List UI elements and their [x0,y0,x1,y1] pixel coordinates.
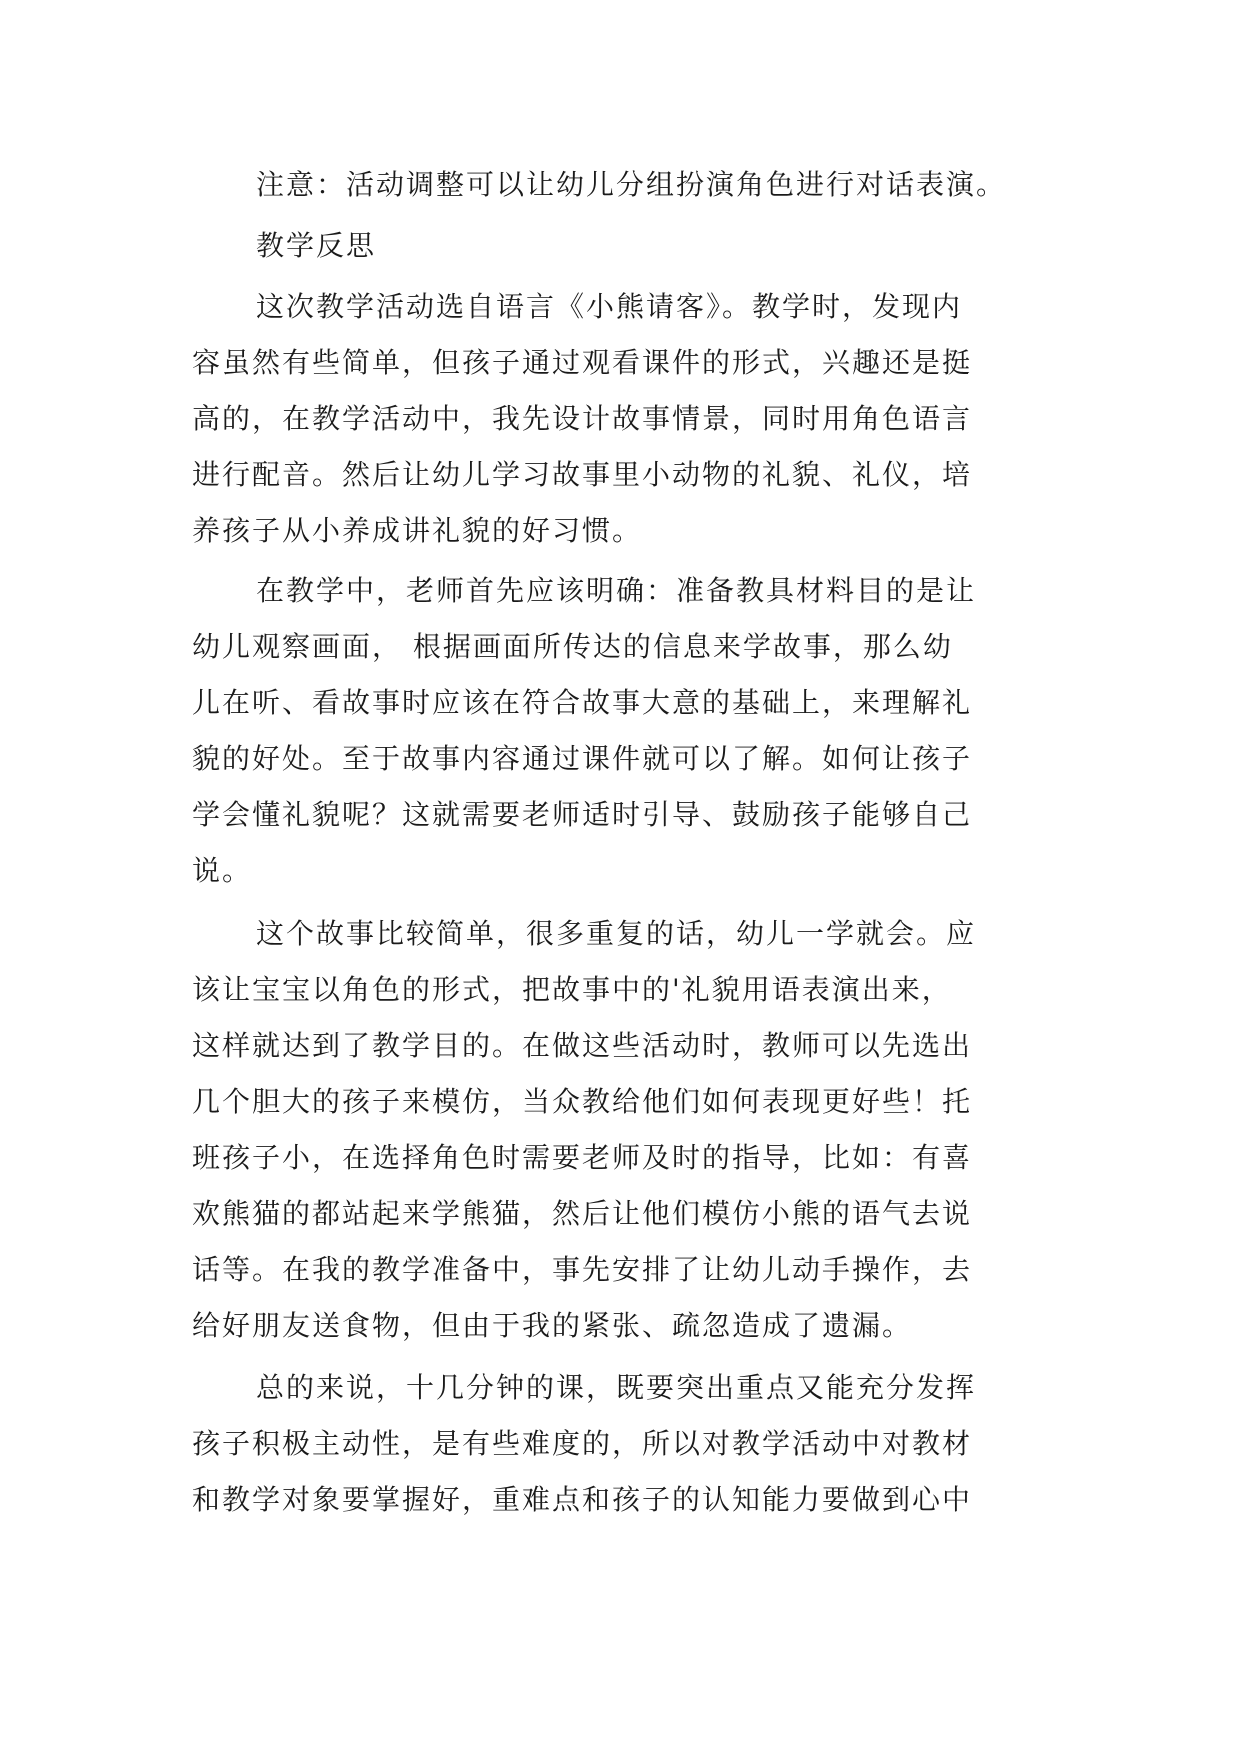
paragraph-1-line-2: 容虽然有些简单，但孩子通过观看课件的形式，兴趣还是挺 [192,346,973,379]
paragraph-3-line-1: 这个故事比较简单，很多重复的话，幼儿一学就会。应 [256,917,977,950]
paragraph-2-line-5: 学会懂礼貌呢？这就需要老师适时引导、鼓励孩子能够自己 [192,798,973,831]
paragraph-4-line-2: 孩子积极主动性，是有些难度的，所以对教学活动中对教材 [192,1427,973,1460]
paragraph-4-line-1: 总的来说，十几分钟的课，既要突出重点又能充分发挥 [256,1371,977,1404]
paragraph-3-line-4: 几个胆大的孩子来模仿，当众教给他们如何表现更好些！托 [192,1085,973,1118]
paragraph-1-line-1: 这次教学活动选自语言《小熊请客》。教学时，发现内 [256,290,963,323]
paragraph-2-line-6: 说。 [192,854,253,887]
paragraph-3-line-3: 这样就达到了教学目的。在做这些活动时，教师可以先选出 [192,1029,973,1062]
section-heading: 教学反思 [256,229,377,262]
paragraph-1-line-4: 进行配音。然后让幼儿学习故事里小动物的礼貌、礼仪，培 [192,458,973,491]
paragraph-2-line-1: 在教学中，老师首先应该明确：准备教具材料目的是让 [256,574,977,607]
paragraph-2-line-2: 幼儿观察画面， 根据画面所传达的信息来学故事，那么幼 [192,630,953,663]
paragraph-3-line-2: 该让宝宝以角色的形式，把故事中的'礼貌用语表演出来， [192,973,952,1006]
paragraph-1-line-5: 养孩子从小养成讲礼貌的好习惯。 [192,514,643,547]
paragraph-4-line-3: 和教学对象要掌握好，重难点和孩子的认知能力要做到心中 [192,1483,973,1516]
paragraph-1-line-3: 高的，在教学活动中，我先设计故事情景，同时用角色语言 [192,402,973,435]
paragraph-2-line-3: 儿在听、看故事时应该在符合故事大意的基础上，来理解礼 [192,686,973,719]
paragraph-3-line-7: 话等。在我的教学准备中，事先安排了让幼儿动手操作，去 [192,1253,973,1286]
paragraph-3-line-6: 欢熊猫的都站起来学熊猫，然后让他们模仿小熊的语气去说 [192,1197,973,1230]
note-line: 注意：活动调整可以让幼儿分组扮演角色进行对话表演。 [256,168,1007,201]
paragraph-3-line-8: 给好朋友送食物，但由于我的紧张、疏忽造成了遗漏。 [192,1309,913,1342]
paragraph-2-line-4: 貌的好处。至于故事内容通过课件就可以了解。如何让孩子 [192,742,973,775]
paragraph-3-line-5: 班孩子小，在选择角色时需要老师及时的指导，比如：有喜 [192,1141,973,1174]
